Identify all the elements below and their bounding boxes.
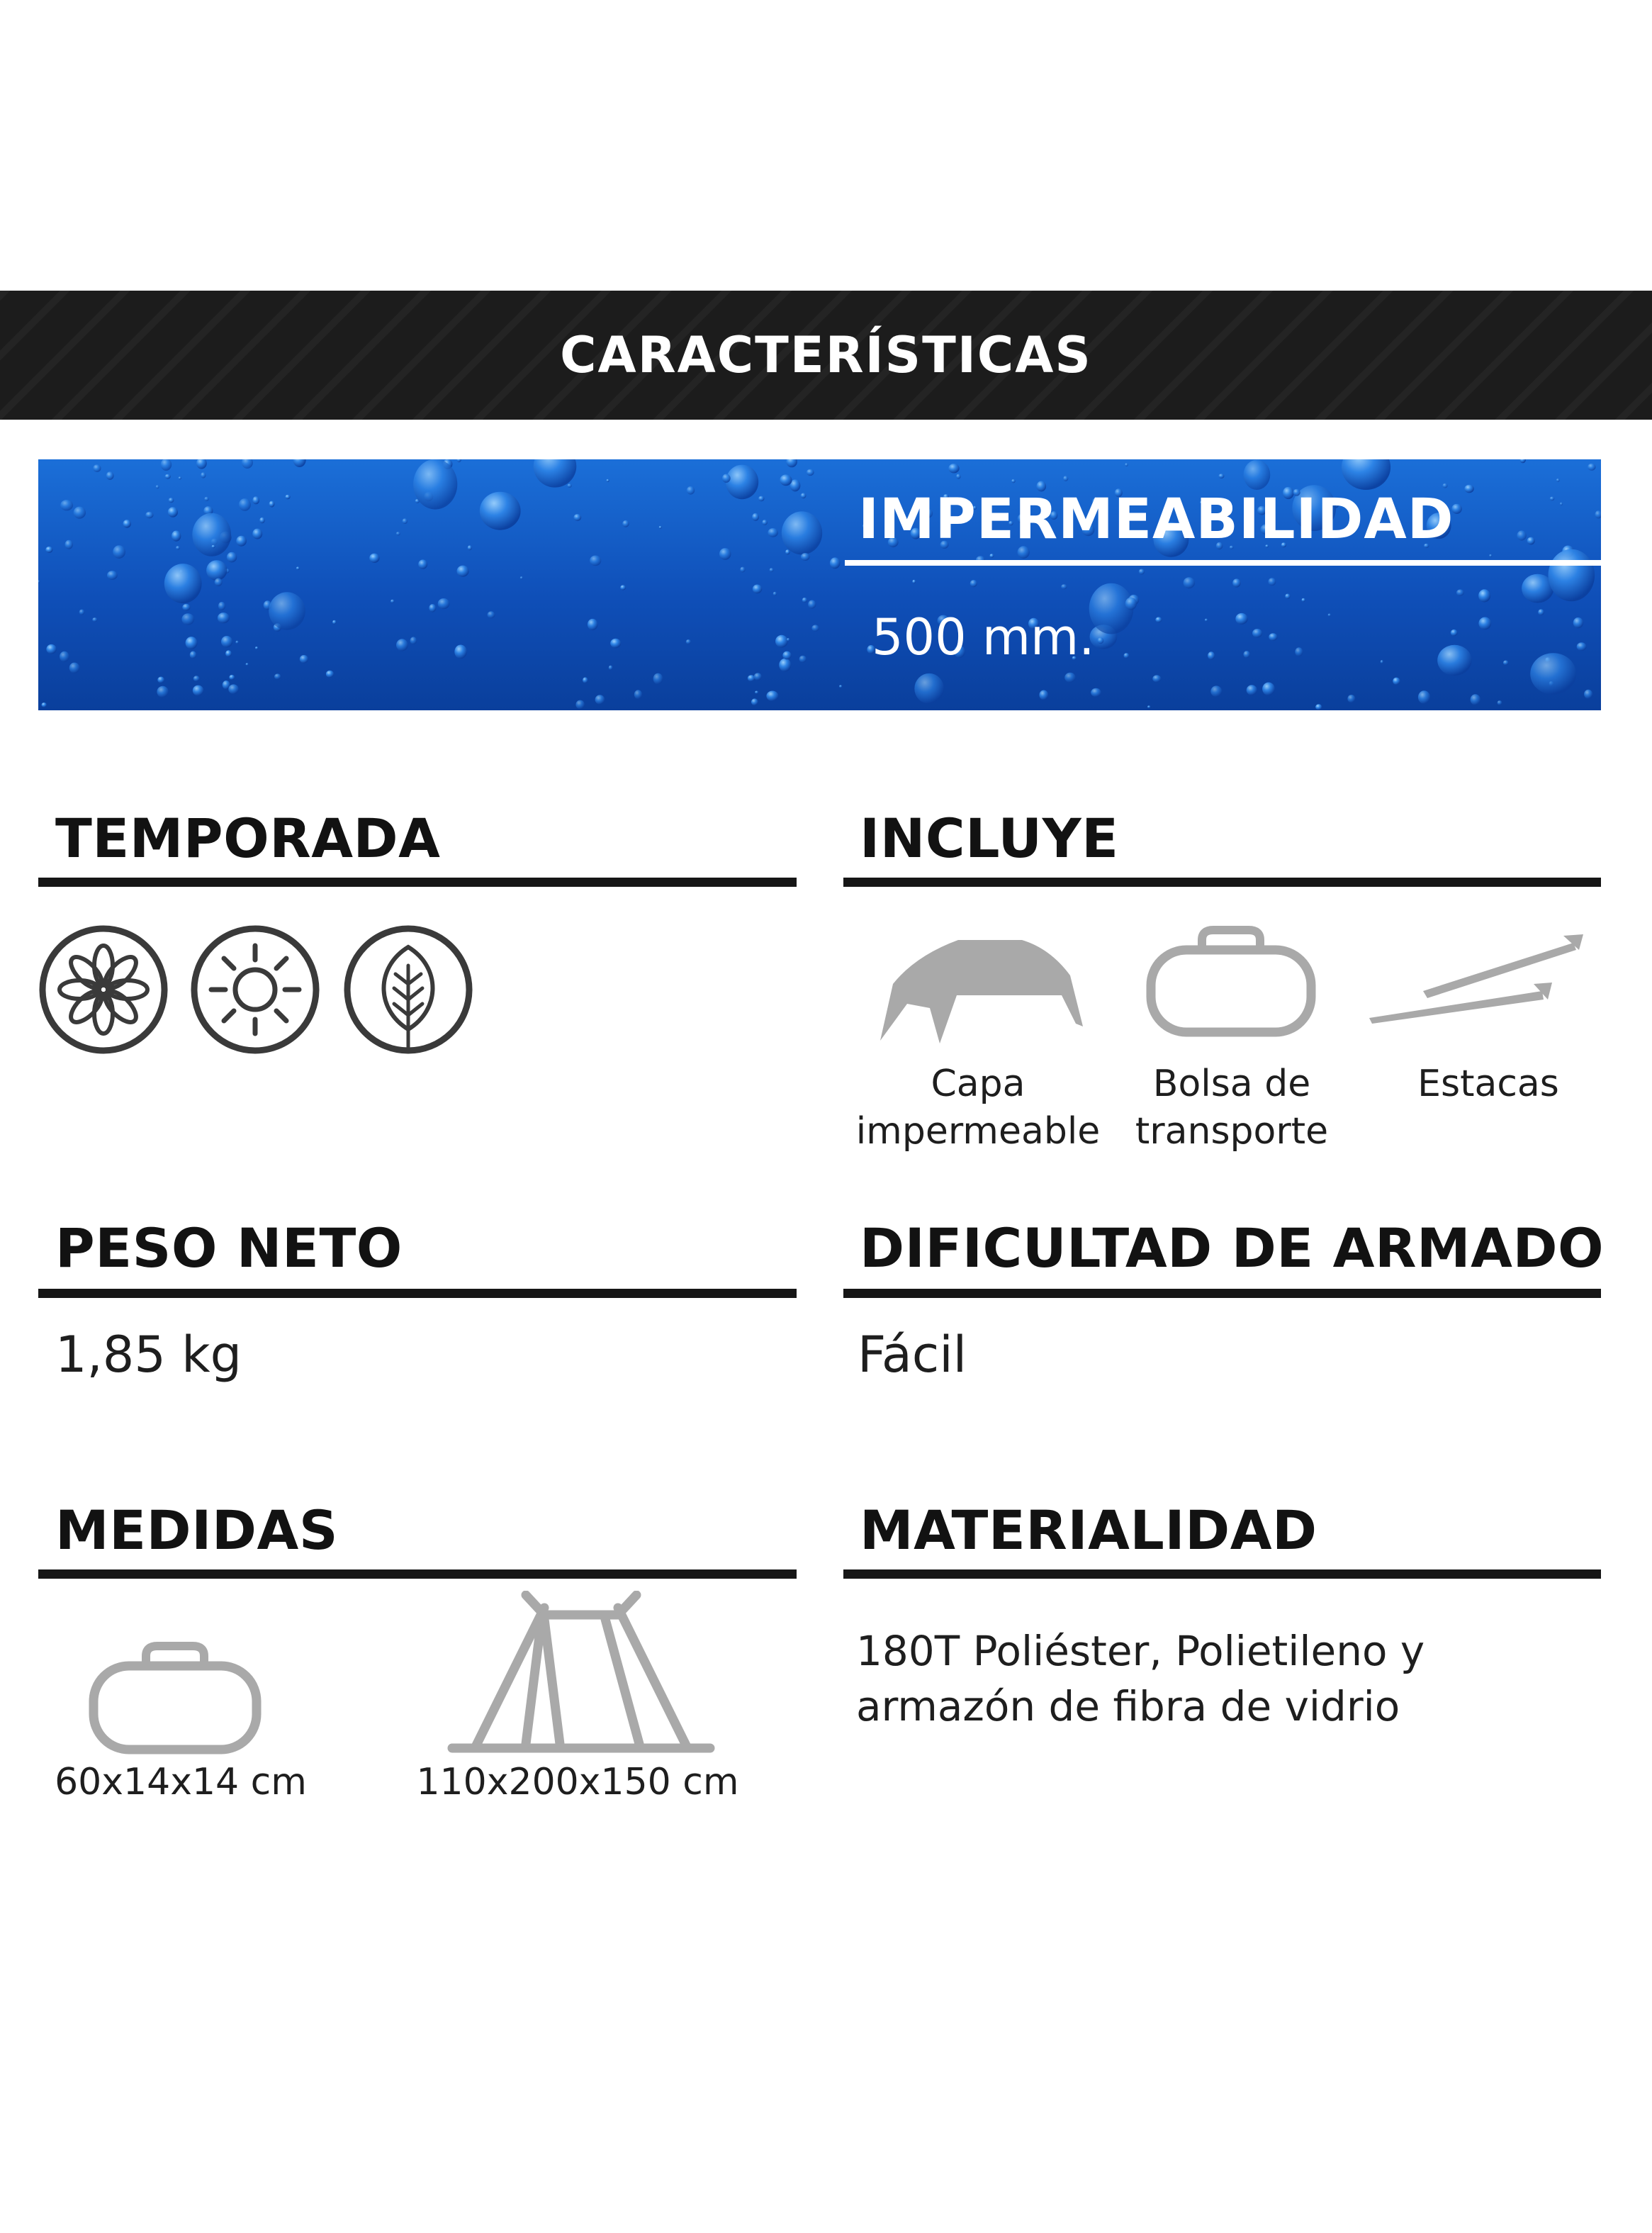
water-drop <box>1347 695 1355 703</box>
water-drop <box>520 576 523 579</box>
season-title: TEMPORADA <box>55 807 441 870</box>
water-drop <box>221 636 232 647</box>
waterproof-panel <box>38 459 1601 710</box>
water-drop <box>390 600 395 603</box>
net-weight-value: 1,85 kg <box>55 1326 242 1384</box>
water-drop <box>1437 645 1471 676</box>
water-drop <box>196 459 207 469</box>
water-drop <box>634 690 642 699</box>
water-drop <box>38 580 40 583</box>
water-drop <box>1315 704 1322 710</box>
water-drop <box>687 486 695 495</box>
water-drop <box>1451 629 1458 636</box>
water-drop <box>274 673 281 679</box>
water-drop <box>989 554 994 558</box>
water-drop <box>1393 678 1400 685</box>
water-drop <box>1556 478 1560 482</box>
water-drop <box>786 459 797 467</box>
water-drop <box>418 559 427 569</box>
bag-icon <box>1145 924 1317 1038</box>
water-drop <box>1498 700 1502 705</box>
page-title: CARACTERÍSTICAS <box>560 326 1092 384</box>
water-drop <box>808 600 816 609</box>
water-drop <box>583 677 588 683</box>
water-drop <box>1489 554 1492 557</box>
water-drop <box>168 507 178 517</box>
water-drop <box>252 496 259 504</box>
water-drop <box>255 647 258 649</box>
water-drop <box>296 566 300 570</box>
water-drop <box>269 501 275 508</box>
water-drop <box>659 526 662 529</box>
water-drop <box>215 578 223 586</box>
water-drop <box>156 485 159 488</box>
water-drop <box>396 532 400 535</box>
water-drop <box>787 638 790 642</box>
water-drop <box>780 474 792 486</box>
material-title: MATERIALIDAD <box>860 1499 1317 1562</box>
water-drop <box>179 476 181 479</box>
water-drop <box>93 464 101 472</box>
season-divider <box>38 878 797 887</box>
water-drop <box>1269 633 1277 641</box>
water-drop <box>1252 629 1262 638</box>
net-weight-title: PESO NETO <box>55 1216 403 1280</box>
water-drop <box>622 520 629 527</box>
water-drop <box>1295 647 1303 656</box>
water-drop <box>1155 617 1162 622</box>
water-drop <box>1205 619 1208 622</box>
water-drop <box>801 553 810 561</box>
water-drop <box>1064 673 1076 683</box>
water-drop <box>590 556 601 566</box>
water-drop <box>123 520 131 528</box>
water-drop <box>212 545 215 548</box>
water-drop <box>293 459 306 467</box>
water-drop <box>830 557 841 569</box>
water-drop <box>1527 537 1535 545</box>
water-drop <box>1530 653 1576 695</box>
water-drop <box>239 498 251 511</box>
water-drop <box>801 493 807 498</box>
water-drop <box>770 568 774 572</box>
water-drop <box>766 691 778 702</box>
water-drop <box>468 545 472 550</box>
water-drop <box>575 700 585 710</box>
water-drop <box>413 459 457 510</box>
water-drop <box>1089 583 1134 634</box>
includes-title: INCLUYE <box>860 807 1119 870</box>
water-drop <box>60 651 69 662</box>
water-drop <box>176 546 180 549</box>
water-drop <box>609 666 613 671</box>
water-drop <box>948 464 959 473</box>
water-drop <box>326 671 334 678</box>
measures-divider <box>38 1569 797 1579</box>
water-drop <box>454 645 467 659</box>
water-drop <box>1478 617 1491 630</box>
water-drop <box>45 547 52 553</box>
water-drop <box>719 548 731 560</box>
water-drop <box>193 676 200 681</box>
water-drop <box>807 469 814 476</box>
water-drop <box>157 677 164 683</box>
water-drop <box>1011 479 1016 483</box>
water-drop <box>1560 503 1563 506</box>
water-drop <box>1244 460 1271 490</box>
water-drop <box>839 685 842 688</box>
water-drop <box>1152 675 1161 682</box>
water-drop <box>1342 459 1390 490</box>
water-drop <box>775 635 788 648</box>
water-drop <box>65 540 73 549</box>
header-banner <box>0 291 1652 420</box>
water-drop <box>914 673 944 704</box>
water-drop <box>186 637 198 649</box>
stakes-icon <box>1366 934 1588 1031</box>
water-drop <box>620 585 626 590</box>
water-drop <box>1147 705 1150 708</box>
measures-title: MEDIDAS <box>55 1499 339 1562</box>
water-drop <box>332 620 337 625</box>
water-drop <box>752 513 759 521</box>
water-drop <box>782 651 791 660</box>
water-drop <box>758 496 764 502</box>
water-drop <box>182 604 190 611</box>
water-drop <box>970 580 977 587</box>
waterproof-divider <box>845 560 1601 566</box>
water-drop <box>46 644 56 654</box>
water-drop <box>755 691 758 694</box>
water-drop <box>225 650 232 656</box>
water-drop <box>762 520 768 525</box>
water-drop <box>252 529 262 539</box>
water-drop <box>192 513 231 556</box>
water-drop <box>190 651 197 659</box>
water-drop <box>1139 569 1145 575</box>
water-drop <box>753 585 762 594</box>
leaf-icon <box>343 924 473 1055</box>
water-drop <box>1262 683 1275 696</box>
water-drop <box>653 673 663 685</box>
water-drop <box>1061 584 1067 589</box>
water-drop <box>1244 651 1250 658</box>
water-drop <box>912 580 916 583</box>
water-drop <box>236 536 247 547</box>
measures-caption-bag: 60x14x14 cm <box>55 1761 307 1803</box>
water-drop <box>754 673 762 681</box>
water-drop <box>1418 690 1430 704</box>
water-drop <box>1520 459 1526 463</box>
water-drop <box>42 703 47 707</box>
water-drop <box>269 592 305 629</box>
water-drop <box>396 639 408 651</box>
water-drop <box>285 495 290 499</box>
water-drop <box>1302 598 1305 602</box>
water-drop <box>740 567 745 573</box>
water-drop <box>1210 685 1222 697</box>
bag-icon <box>88 1639 262 1755</box>
water-drop <box>480 492 521 530</box>
water-drop <box>165 474 171 479</box>
water-drop <box>1577 642 1587 651</box>
water-drop <box>779 659 791 672</box>
water-drop <box>60 500 73 510</box>
water-drop <box>218 612 230 623</box>
water-drop <box>201 472 206 478</box>
water-drop <box>799 656 807 663</box>
water-drop <box>369 554 379 563</box>
waterproof-value: 500 mm. <box>872 608 1095 666</box>
water-drop <box>1503 661 1509 666</box>
water-drop <box>456 459 461 462</box>
water-drop <box>1471 694 1480 705</box>
water-drop <box>534 459 577 488</box>
includes-caption-rainfly: Capa impermeable <box>855 1063 1101 1153</box>
net-weight-divider <box>38 1289 797 1298</box>
flower-icon <box>38 924 169 1055</box>
water-drop <box>1573 617 1583 628</box>
water-drop <box>607 479 609 482</box>
water-drop <box>1247 685 1257 695</box>
includes-caption-stakes: Estacas <box>1417 1063 1559 1105</box>
water-drop <box>206 560 227 581</box>
water-drop <box>1517 530 1526 540</box>
water-drop <box>1538 609 1544 615</box>
water-drop <box>242 459 253 469</box>
water-drop <box>235 641 238 644</box>
water-drop <box>1208 651 1215 659</box>
water-drop <box>768 528 778 537</box>
water-drop <box>164 564 202 603</box>
water-drop <box>726 465 758 500</box>
water-drop <box>595 695 605 704</box>
water-drop <box>1125 463 1128 466</box>
water-drop <box>748 675 755 681</box>
water-drop <box>227 552 237 563</box>
measures-caption-tent: 110x200x150 cm <box>416 1761 739 1803</box>
water-drop <box>92 617 97 622</box>
water-drop <box>1184 577 1195 588</box>
difficulty-title: DIFICULTAD DE ARMADO <box>860 1216 1605 1280</box>
water-drop <box>1381 660 1383 664</box>
water-drop <box>802 598 807 603</box>
water-drop <box>410 637 417 644</box>
includes-caption-bag: Bolsa de transporte <box>1135 1063 1329 1153</box>
water-drop <box>1478 589 1490 602</box>
water-drop <box>204 497 209 501</box>
water-drop <box>1039 690 1048 700</box>
water-drop <box>69 663 80 673</box>
water-drop <box>751 698 758 705</box>
water-drop <box>488 611 495 618</box>
water-drop <box>1232 578 1241 587</box>
water-drop <box>403 518 408 524</box>
waterproof-title: IMPERMEABILIDAD <box>858 488 1454 552</box>
water-drop <box>113 545 125 559</box>
water-drop <box>1588 464 1595 471</box>
water-drop <box>457 566 469 577</box>
water-drop <box>429 604 436 612</box>
water-drop <box>1464 485 1473 493</box>
water-drop <box>1098 637 1104 644</box>
water-drop <box>1328 614 1331 617</box>
water-drop <box>1584 690 1592 699</box>
water-drop <box>79 610 85 615</box>
water-drop <box>1218 474 1224 478</box>
water-drop <box>773 592 777 596</box>
water-drop <box>573 514 581 521</box>
water-drop <box>1125 598 1137 610</box>
water-drop <box>181 613 194 625</box>
water-drop <box>300 655 308 664</box>
water-drop <box>107 571 118 580</box>
difficulty-divider <box>843 1289 1601 1298</box>
water-drop <box>785 549 790 554</box>
water-drop <box>686 639 691 644</box>
water-drop <box>1235 613 1247 625</box>
water-drop <box>229 675 235 680</box>
includes-divider <box>843 878 1601 887</box>
water-drop <box>193 685 204 696</box>
water-drop <box>1549 549 1595 602</box>
water-drop <box>145 512 153 519</box>
water-drop <box>1269 578 1276 586</box>
sun-icon <box>190 924 320 1055</box>
water-drop <box>1595 510 1601 518</box>
water-drop <box>169 498 174 503</box>
material-value: 180T Poliéster, Polietileno y armazón de fibra de vidrio <box>856 1627 1425 1730</box>
difficulty-value: Fácil <box>858 1326 967 1384</box>
material-divider <box>843 1569 1601 1579</box>
water-drop <box>157 686 168 698</box>
tent-icon <box>446 1591 716 1755</box>
water-drop <box>1550 497 1555 501</box>
water-drop <box>782 511 822 554</box>
water-drop <box>218 602 225 610</box>
water-drop <box>172 531 181 542</box>
water-drop <box>567 483 571 488</box>
rainfly-icon <box>873 934 1086 1045</box>
water-drop <box>811 625 819 631</box>
water-drop <box>722 474 731 483</box>
water-drop <box>228 684 239 694</box>
water-drop <box>161 459 172 471</box>
water-drop <box>74 507 86 519</box>
water-drop <box>588 619 598 630</box>
water-drop <box>1063 476 1068 481</box>
water-drop <box>1456 589 1464 595</box>
water-drop <box>106 471 114 480</box>
water-drop <box>1091 688 1101 697</box>
water-drop <box>438 598 450 609</box>
water-drop <box>259 517 265 524</box>
water-drop <box>610 639 621 648</box>
water-drop <box>1285 594 1290 599</box>
water-drop <box>1124 653 1130 659</box>
water-drop <box>956 474 961 479</box>
water-drop <box>246 663 249 666</box>
